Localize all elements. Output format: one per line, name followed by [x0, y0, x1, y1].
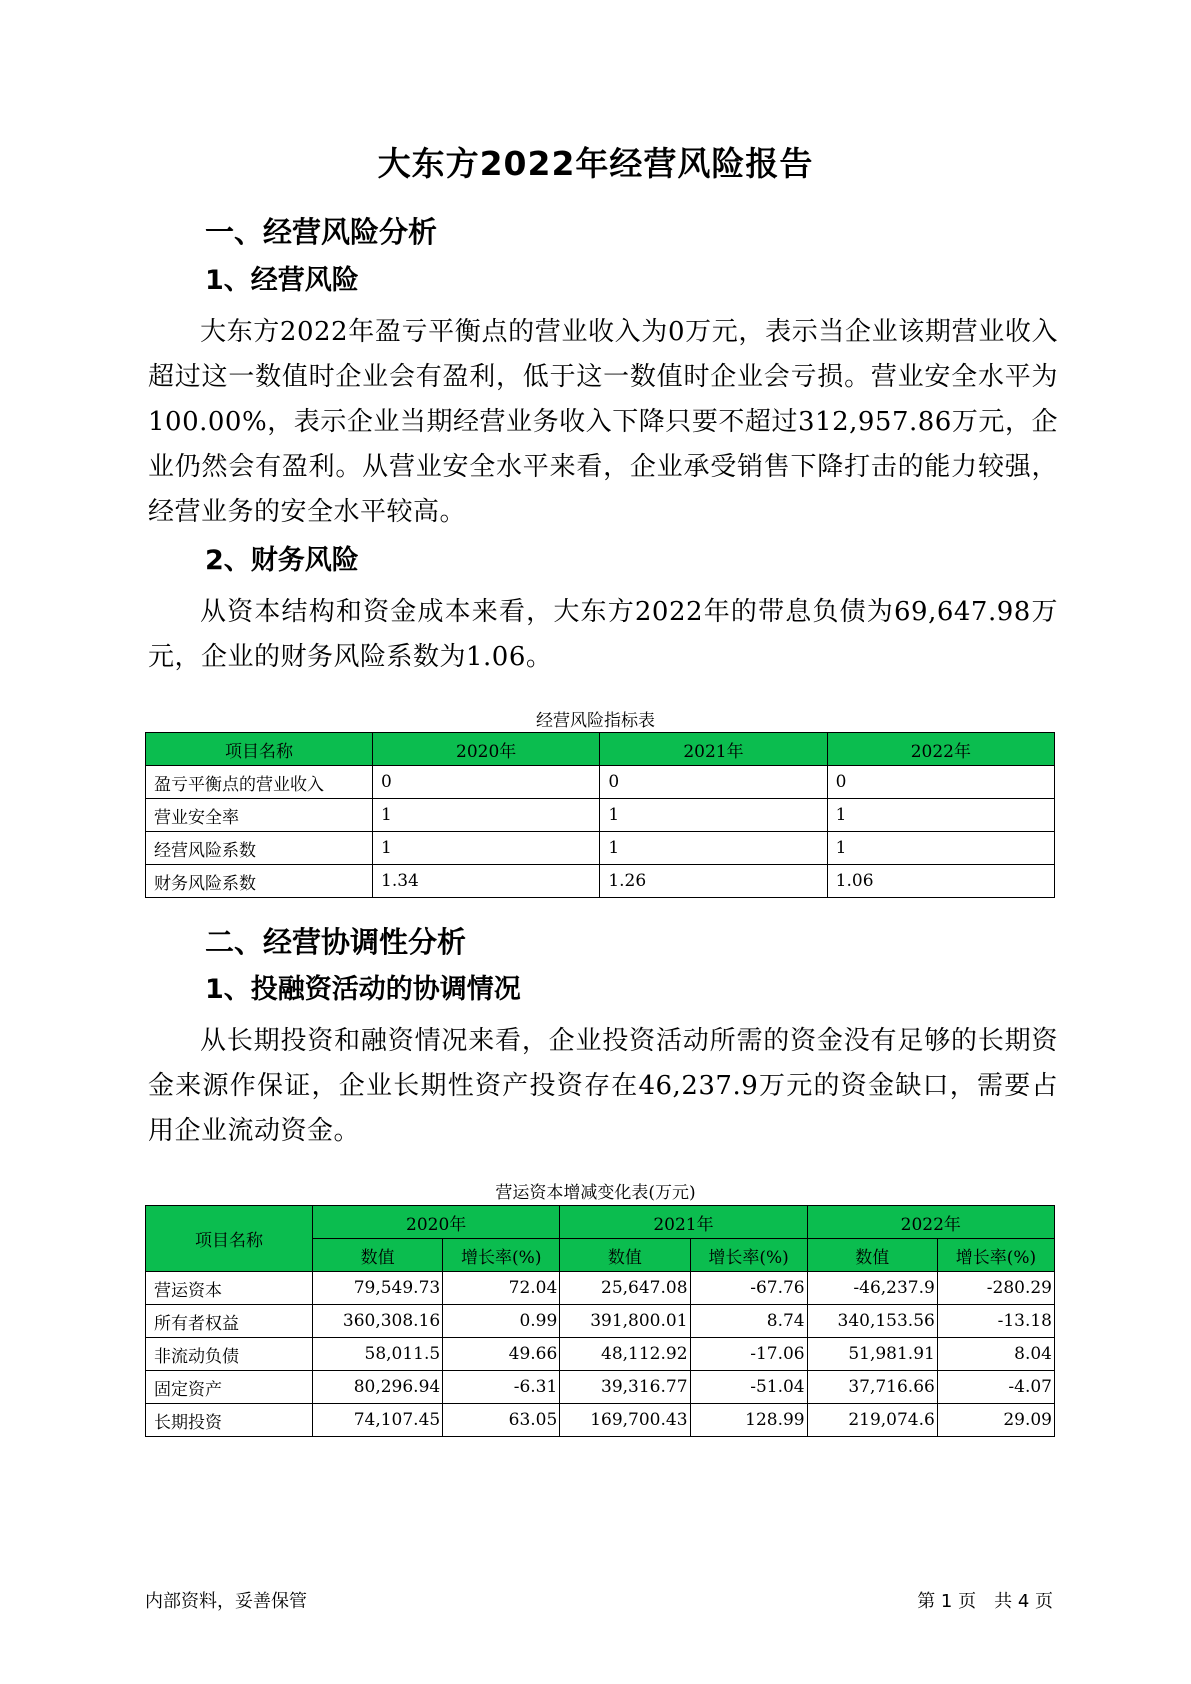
year-header: 2022年: [807, 1206, 1054, 1239]
cell-value: 39,316.77: [560, 1371, 690, 1404]
cell-value: 391,800.01: [560, 1305, 690, 1338]
cell-value: 25,647.08: [560, 1272, 690, 1305]
table-row: [146, 766, 1055, 799]
cell-value: 37,716.66: [807, 1371, 937, 1404]
header-cell: 项目名称: [146, 1206, 313, 1272]
cell-value: 1: [600, 832, 827, 865]
row-name: 长期投资: [146, 1404, 313, 1437]
cell-value: 1: [600, 799, 827, 832]
cell-value: 48,112.92: [560, 1338, 690, 1371]
cell-value: 1: [827, 799, 1054, 832]
row-name: 盈亏平衡点的营业收入: [146, 766, 373, 799]
cell-rate: 128.99: [690, 1404, 807, 1437]
table-row: [146, 1272, 1055, 1305]
row-name: 固定资产: [146, 1371, 313, 1404]
cell-value: 360,308.16: [313, 1305, 443, 1338]
footer-page-number: 第 1 页 共 4 页: [917, 1591, 1053, 1612]
value-header: 数值: [807, 1239, 937, 1272]
header-cell: 项目名称: [146, 733, 373, 766]
section1-sub1-paragraph: 大东方2022年盈亏平衡点的营业收入为0万元，表示当企业该期营业收入超过这一数值时企业会有盈利，低于这一数值时企业会亏损。营业安全水平为100.00%，表示企业当期经营业务收入下降只要不超过312,957.86万元，企业仍然会有盈利。从营业安全水平来看，企业承受销售下降打击的能力较强，经营业务的安全水平较高。: [148, 317, 1058, 527]
cell-rate: -4.07: [937, 1371, 1054, 1404]
cell-value: 169,700.43: [560, 1404, 690, 1437]
cell-rate: -280.29: [937, 1272, 1054, 1305]
table-row: [146, 1338, 1055, 1371]
cell-value: 340,153.56: [807, 1305, 937, 1338]
cell-rate: 0.99: [443, 1305, 560, 1338]
table2-caption: 营运资本增减变化表(万元): [495, 1183, 696, 1203]
cell-value: 58,011.5: [313, 1338, 443, 1371]
cell-rate: 8.04: [937, 1338, 1054, 1371]
cell-value: 51,981.91: [807, 1338, 937, 1371]
table-header-row: [146, 733, 1055, 766]
cell-value: 1: [827, 832, 1054, 865]
row-name: 非流动负债: [146, 1338, 313, 1371]
cell-rate: -67.76: [690, 1272, 807, 1305]
document-title: 大东方2022年经营风险报告: [377, 144, 814, 183]
cell-rate: 72.04: [443, 1272, 560, 1305]
risk-indicator-table: [145, 732, 1055, 898]
table-row: [146, 1305, 1055, 1338]
row-name: 财务风险系数: [146, 865, 373, 898]
cell-rate: 29.09: [937, 1404, 1054, 1437]
cell-rate: -13.18: [937, 1305, 1054, 1338]
header-cell: 2021年: [600, 733, 827, 766]
section2-sub1-paragraph: 从长期投资和融资情况来看，企业投资活动所需的资金没有足够的长期资金来源作保证，企业长期性资产投资存在46,237.9万元的资金缺口，需要占用企业流动资金。: [148, 1026, 1058, 1146]
cell-value: 80,296.94: [313, 1371, 443, 1404]
rate-header: 增长率(%): [937, 1239, 1054, 1272]
cell-value: 74,107.45: [313, 1404, 443, 1437]
working-capital-table: [145, 1205, 1055, 1437]
cell-value: 1.34: [373, 865, 600, 898]
cell-value: -46,237.9: [807, 1272, 937, 1305]
section1-sub2-heading: 2、财务风险: [205, 545, 359, 576]
rate-header: 增长率(%): [690, 1239, 807, 1272]
value-header: 数值: [560, 1239, 690, 1272]
cell-value: 1: [373, 799, 600, 832]
table-row: [146, 1404, 1055, 1437]
header-cell: 2020年: [373, 733, 600, 766]
cell-value: 219,074.6: [807, 1404, 937, 1437]
cell-rate: 63.05: [443, 1404, 560, 1437]
cell-value: 0: [827, 766, 1054, 799]
footer-confidential-note: 内部资料，妥善保管: [145, 1591, 307, 1612]
cell-rate: -17.06: [690, 1338, 807, 1371]
cell-value: 0: [373, 766, 600, 799]
table-header-row: [146, 1206, 1055, 1239]
cell-value: 1.06: [827, 865, 1054, 898]
cell-rate: -6.31: [443, 1371, 560, 1404]
section2-heading: 二、经营协调性分析: [205, 925, 467, 959]
row-name: 所有者权益: [146, 1305, 313, 1338]
table-row: [146, 832, 1055, 865]
section1-heading: 一、经营风险分析: [205, 215, 438, 249]
cell-rate: 49.66: [443, 1338, 560, 1371]
table-row: [146, 799, 1055, 832]
section1-sub1-heading: 1、经营风险: [205, 265, 359, 296]
cell-rate: 8.74: [690, 1305, 807, 1338]
row-name: 经营风险系数: [146, 832, 373, 865]
value-header: 数值: [313, 1239, 443, 1272]
section2-sub1-heading: 1、投融资活动的协调情况: [205, 974, 521, 1005]
cell-value: 79,549.73: [313, 1272, 443, 1305]
cell-value: 0: [600, 766, 827, 799]
row-name: 营运资本: [146, 1272, 313, 1305]
table1-caption: 经营风险指标表: [536, 711, 655, 731]
section1-sub2-paragraph: 从资本结构和资金成本来看，大东方2022年的带息负债为69,647.98万元，企业的财务风险系数为1.06。: [148, 597, 1058, 672]
table-row: [146, 865, 1055, 898]
year-header: 2020年: [313, 1206, 560, 1239]
table-row: [146, 1371, 1055, 1404]
header-cell: 2022年: [827, 733, 1054, 766]
rate-header: 增长率(%): [443, 1239, 560, 1272]
cell-rate: -51.04: [690, 1371, 807, 1404]
row-name: 营业安全率: [146, 799, 373, 832]
cell-value: 1: [373, 832, 600, 865]
cell-value: 1.26: [600, 865, 827, 898]
year-header: 2021年: [560, 1206, 807, 1239]
